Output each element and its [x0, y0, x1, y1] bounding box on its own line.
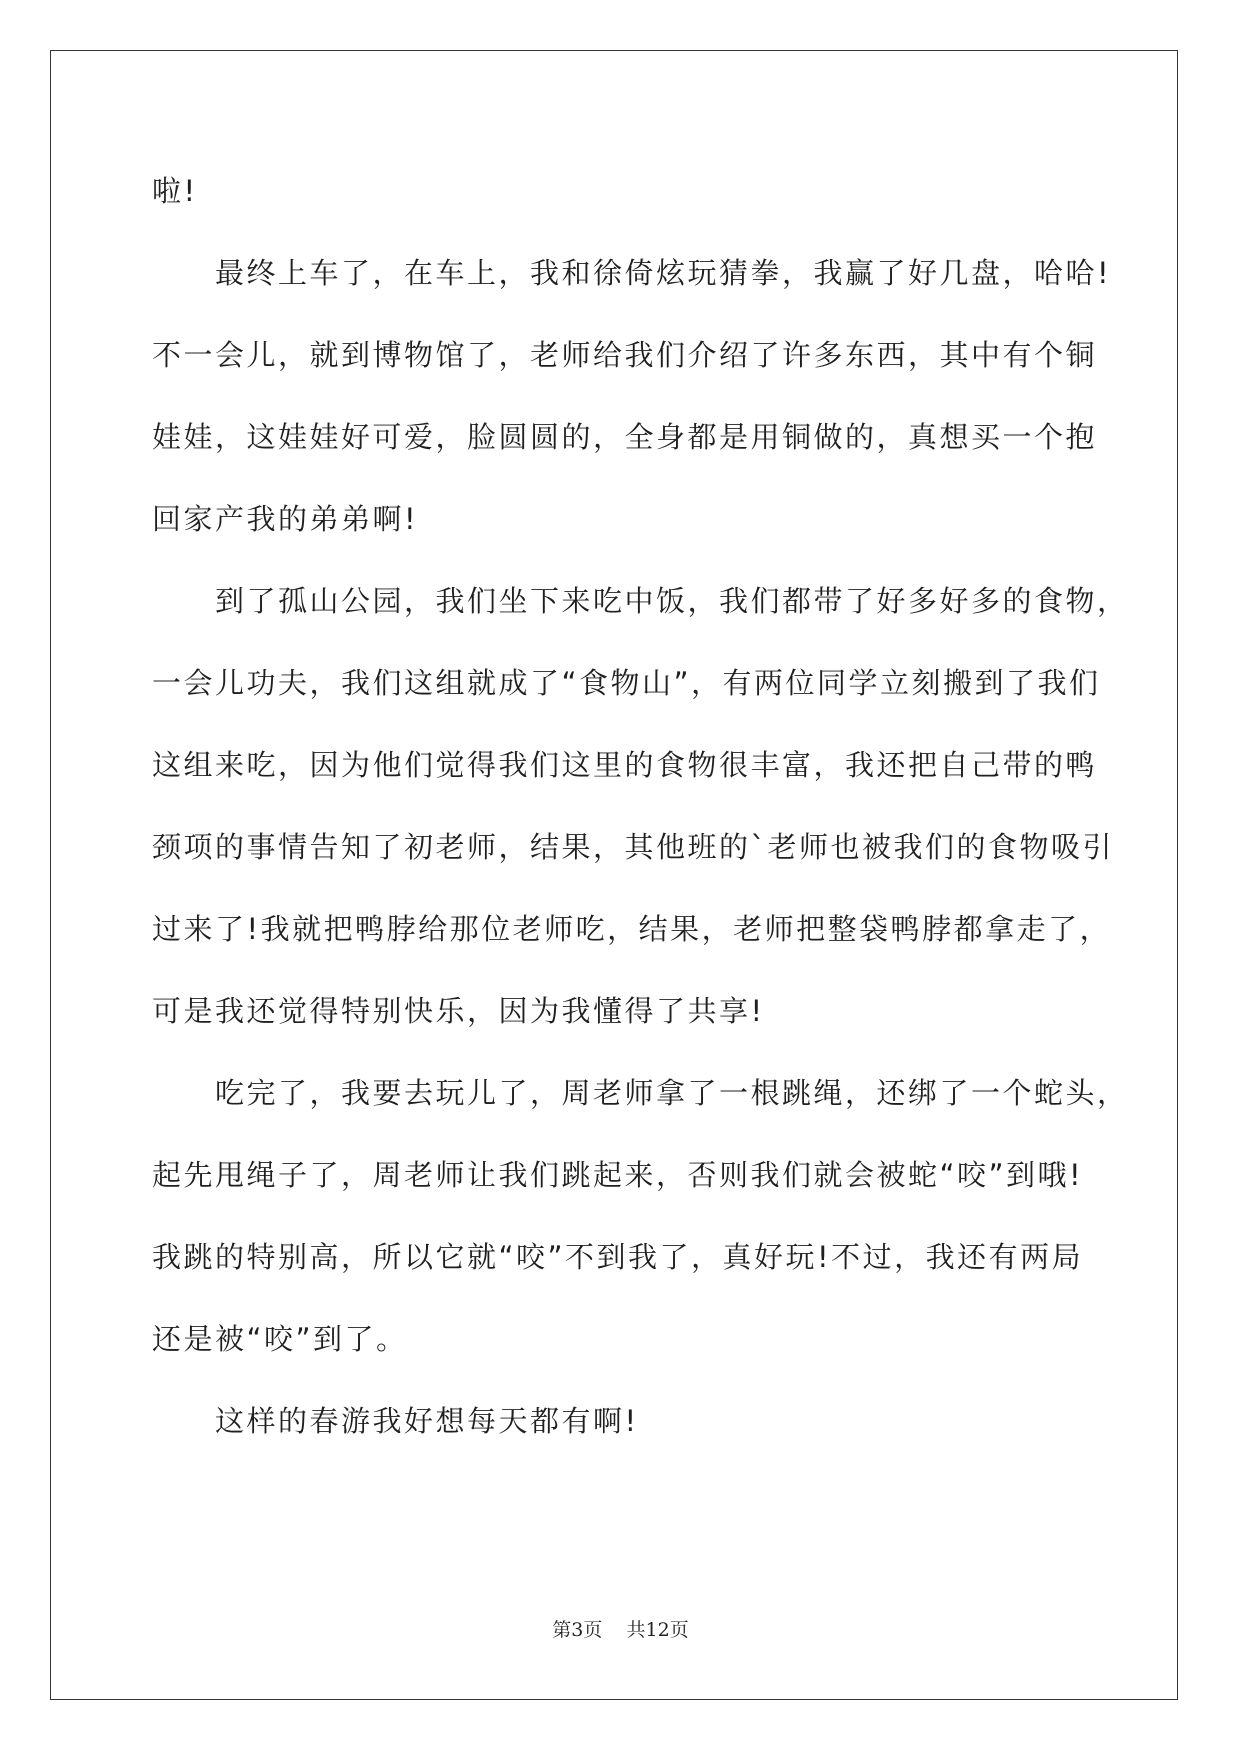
text-line: 我跳的特别高，所以它就“咬”不到我了，真好玩!不过，我还有两局 — [152, 1240, 1084, 1274]
page-frame — [50, 50, 1178, 1700]
text-line: 颈项的事情告知了初老师，结果，其他班的`老师也被我们的食物吸引 — [152, 830, 1115, 864]
text-line: 一会儿功夫，我们这组就成了“食物山”，有两位同学立刻搬到了我们 — [152, 666, 1101, 700]
text-line: 还是被“咬”到了。 — [152, 1322, 408, 1356]
text-line: 过来了!我就把鸭脖给那位老师吃，结果，老师把整袋鸭脖都拿走了， — [152, 912, 1112, 946]
text-line: 不一会儿，就到博物馆了，老师给我们介绍了许多东西，其中有个铜 — [152, 338, 1098, 372]
page-number: 第3页 — [552, 1619, 603, 1641]
text-line: 这组来吃，因为他们觉得我们这里的食物很丰富，我还把自己带的鸭 — [152, 748, 1098, 782]
text-line: 吃完了，我要去玩儿了，周老师拿了一根跳绳，还绑了一个蛇头， — [215, 1076, 1129, 1110]
page-footer — [0, 1618, 1241, 1642]
text-line: 啦! — [152, 174, 198, 208]
text-line: 最终上车了，在车上，我和徐倚炫玩猜拳，我赢了好几盘，哈哈! — [215, 256, 1112, 290]
text-line: 回家产我的弟弟啊! — [152, 502, 419, 536]
text-line: 娃娃，这娃娃好可爱，脸圆圆的，全身都是用铜做的，真想买一个抱 — [152, 420, 1098, 454]
text-line: 这样的春游我好想每天都有啊! — [215, 1404, 639, 1438]
page-total: 共12页 — [626, 1619, 689, 1641]
text-line: 到了孤山公园，我们坐下来吃中饭，我们都带了好多好多的食物， — [215, 584, 1129, 618]
text-line: 起先甩绳子了，周老师让我们跳起来，否则我们就会被蛇“咬”到哦! — [152, 1158, 1084, 1192]
text-line: 可是我还觉得特别快乐，因为我懂得了共享! — [152, 994, 765, 1028]
